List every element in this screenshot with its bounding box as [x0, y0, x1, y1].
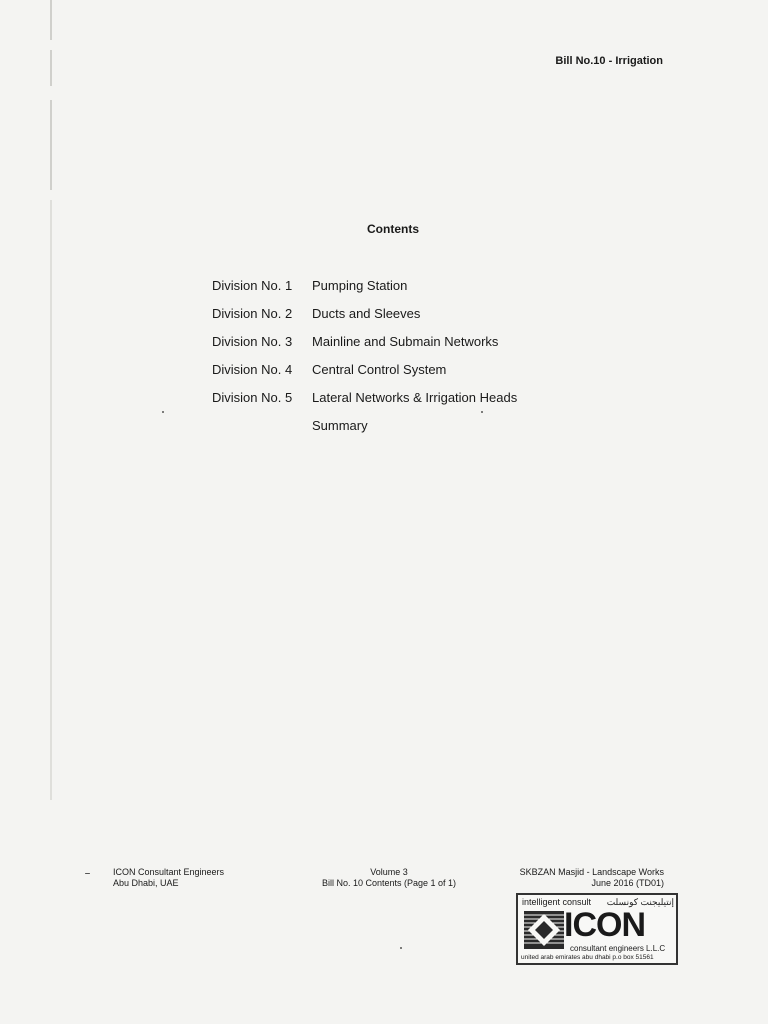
toc-title: Ducts and Sleeves	[312, 306, 421, 321]
footer-company-location: Abu Dhabi, UAE	[113, 878, 179, 888]
footer-page-info: Bill No. 10 Contents (Page 1 of 1)	[321, 878, 457, 888]
toc-row	[212, 362, 517, 390]
contents-heading: Contents	[367, 222, 419, 236]
stamp-address: united arab emirates abu dhabi p.o box 51561	[521, 954, 654, 961]
icon-logo-icon	[524, 911, 564, 949]
stamp-subtitle: consultant engineers L.L.C	[570, 944, 666, 953]
bill-header: Bill No.10 - Irrigation	[555, 55, 663, 67]
footer-project	[520, 867, 664, 889]
footer-company-name: ICON Consultant Engineers	[113, 867, 225, 877]
toc-division: Division No. 3	[212, 334, 293, 349]
toc-row	[212, 418, 517, 446]
footer-volume-number: Volume 3	[370, 867, 408, 877]
stamp-brand: ICON	[564, 906, 645, 944]
stamp-arabic-name: إنتيليجنت كونسلت	[606, 897, 674, 907]
footer-project-name: SKBZAN Masjid - Landscape Works	[519, 867, 664, 877]
toc-title: Central Control System	[312, 362, 447, 377]
toc-row	[212, 306, 517, 334]
table-of-contents	[212, 278, 517, 446]
toc-title: Summary	[312, 418, 368, 433]
toc-row	[212, 390, 517, 418]
toc-title: Pumping Station	[312, 278, 408, 293]
scan-speck	[400, 947, 402, 949]
toc-division: Division No. 2	[212, 306, 293, 321]
toc-title: Mainline and Submain Networks	[312, 334, 499, 349]
scan-speck	[162, 411, 164, 413]
toc-title: Lateral Networks & Irrigation Heads	[312, 390, 518, 405]
scan-speck	[481, 411, 483, 413]
footer-volume	[304, 867, 474, 889]
company-stamp	[516, 893, 678, 965]
toc-division	[212, 418, 312, 446]
toc-division: Division No. 4	[212, 362, 293, 377]
stamp-english-name: intelligent consult	[522, 897, 592, 907]
footer-project-date: June 2016 (TD01)	[591, 878, 664, 888]
footer-company	[113, 867, 224, 889]
scan-speck	[85, 873, 90, 874]
toc-row	[212, 334, 517, 362]
toc-division: Division No. 1	[212, 278, 293, 293]
toc-division: Division No. 5	[212, 390, 293, 405]
toc-row	[212, 278, 517, 306]
binder-hole-marks	[38, 0, 68, 1024]
